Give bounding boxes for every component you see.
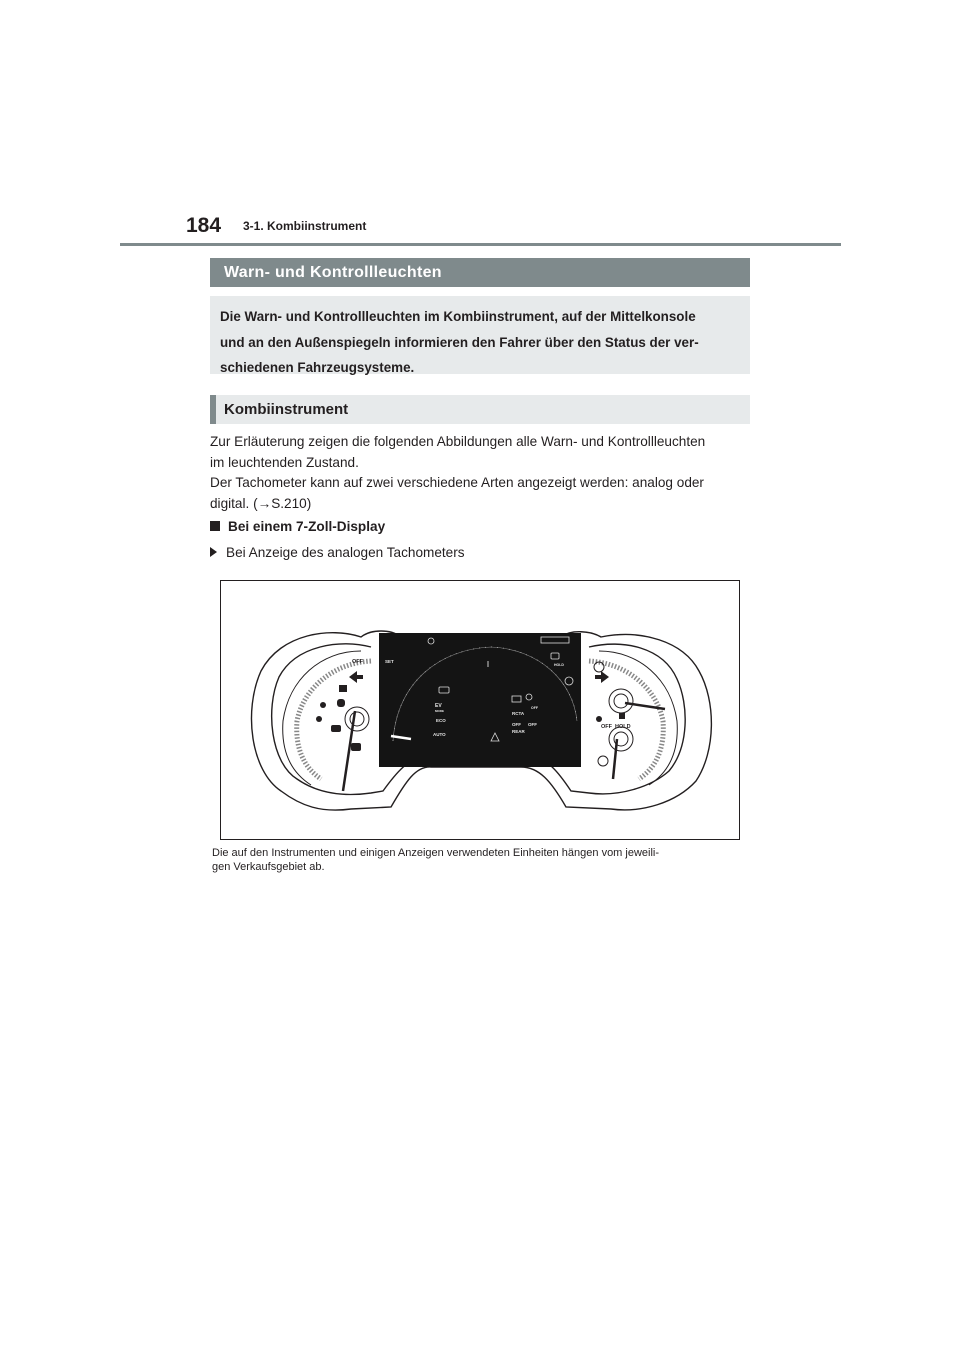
fuel-gauge-indicator xyxy=(598,756,608,766)
fuel-right-icon xyxy=(619,713,625,719)
left-gauge-knob xyxy=(345,707,369,731)
figure-caption xyxy=(212,847,752,874)
text-line: im leuchtenden Zustand. xyxy=(210,454,359,470)
turn-left-arrow-icon xyxy=(349,671,363,683)
text-line: Der Tachometer kann auf zwei verschiedene Arten angezeigt werden: analog oder xyxy=(210,475,704,490)
brake-icon xyxy=(331,725,341,732)
rear-label: REAR xyxy=(512,729,525,734)
airbag-icon xyxy=(320,702,326,708)
bullet-label: Bei einem 7-Zoll-Display xyxy=(228,519,386,534)
turn-right-arrow-icon xyxy=(595,671,609,683)
seatbelt-icon xyxy=(316,716,322,722)
header-divider xyxy=(120,243,841,246)
instrument-cluster-figure xyxy=(220,580,740,840)
hold-right-label: HOLD xyxy=(615,724,631,730)
paragraph-speedometer xyxy=(210,473,750,514)
subsection-heading: Kombiinstrument xyxy=(210,395,750,424)
right-lower-gauge-knob xyxy=(609,727,633,751)
intro-line: Die Warn- und Kontrollleuchten im Kombiinstrument, auf der Mittelkonsole xyxy=(220,309,696,324)
text-line: digital. (→S.210) xyxy=(210,495,312,511)
triangle-bullet-icon xyxy=(210,547,217,557)
eco-label: ECO xyxy=(436,718,446,723)
off-right-label: OFF xyxy=(601,724,612,730)
text-line: Zur Erläuterung zeigen die folgenden Abbildungen alle Warn- und Kontrollleuchten xyxy=(210,434,706,449)
rcta-label: RCTA xyxy=(512,711,525,716)
center-display xyxy=(379,633,581,767)
chapter-title: 3-1. Kombiinstrument xyxy=(243,219,367,233)
off-left-label: OFF xyxy=(352,659,363,665)
paragraph-explanation xyxy=(210,432,750,473)
off-b-label: OFF xyxy=(512,722,521,727)
slip-icon xyxy=(596,716,602,722)
hold-small-label: HOLD xyxy=(554,663,564,667)
instrument-cluster-illustration xyxy=(221,581,739,839)
bullet-label: Bei Anzeige des analogen Tachometers xyxy=(226,545,465,560)
parking-icon xyxy=(351,743,361,751)
ev-mode-label: MODE xyxy=(435,709,444,713)
fuel-icon xyxy=(339,685,347,692)
intro-line: schiedenen Fahrzeugsysteme. xyxy=(220,360,415,375)
section-heading: Warn- und Kontrollleuchten xyxy=(210,258,750,287)
caption-line: Die auf den Instrumenten und einigen Anzeigen verwendeten Einheiten hängen vom jeweili- xyxy=(212,847,660,859)
square-bullet-icon xyxy=(210,521,220,531)
right-upper-gauge-knob xyxy=(609,689,633,713)
page-number: 184 xyxy=(186,214,222,237)
off-c-label: OFF xyxy=(528,722,537,727)
bullet-analog-speedometer xyxy=(210,545,465,560)
bullet-7-inch-display xyxy=(210,519,385,534)
set-label: SET xyxy=(385,659,394,664)
right-lower-gauge-needle xyxy=(613,739,617,779)
intro-box xyxy=(210,296,750,374)
headlight-icon xyxy=(337,699,345,707)
off-a-label: OFF xyxy=(531,706,538,710)
auto-label: AUTO xyxy=(433,732,446,737)
intro-line: und an den Außenspiegeln informieren den Fahrer über den Status der ver- xyxy=(220,334,699,350)
caption-line: gen Verkaufsgebiet ab. xyxy=(212,860,325,873)
ev-label: EV xyxy=(435,703,442,709)
